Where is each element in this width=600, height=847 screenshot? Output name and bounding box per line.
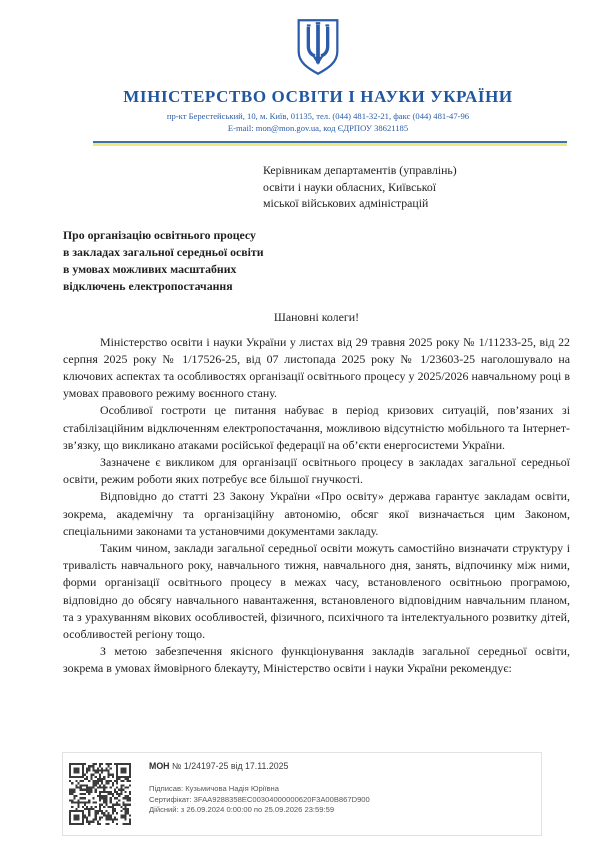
body-paragraph: Таким чином, заклади загальної середньої освіти можуть самостійно визначати структуру і тривалість навчального року, навчального тижня, навчального дня, занять, відпочинку між ними, форми організації освітнього процесу в межах часу, встановленого освітньою програмою, відповідно до обсягу навчального навантаження, встановленого відповідним навчальним планом, та з урахуванням вікових особливостей, фізичного, психічного та інтелектуального розвитку дітей, особливостей регіону тощо.: [63, 540, 570, 641]
stamp-org-abbr: МОН: [149, 761, 170, 771]
letter-body: [63, 334, 570, 678]
stamp-text-block: [149, 761, 370, 816]
stamp-number-text: № 1/24197-25 від 17.11.2025: [171, 761, 289, 771]
subject-block: Про організацію освітнього процесу в закладах загальної середньої освіти в умовах можливих масштабних відключень електропостачання: [63, 227, 264, 293]
stamp-certificate-line: Сертифікат: 3FAA9288358EC00304000000620F3A00B867D900: [149, 794, 370, 804]
ministry-name: МІНІСТЕРСТВО ОСВІТИ І НАУКИ УКРАЇНИ: [123, 87, 513, 106]
recipient-block: Керівникам департаментів (управлінь) освіти і науки обласних, Київської міської військових адміністрацій: [263, 163, 457, 210]
flag-divider-yellow: [93, 143, 567, 146]
ministry-address-line: пр-кт Берестейський, 10, м. Київ, 01135, тел. (044) 481-32-21, факс (044) 481-47-96: [166, 111, 470, 121]
body-paragraph: Особливої гостроти це питання набуває в період кризових ситуацій, пов’язаних зі стабілізаційним відключенням електропостачання, можливою відсутністю мобільного та Інтернет-зв’язку, що викликано атаками російської федерації на об’єкти енергосистеми України.: [63, 403, 570, 452]
flag-divider: [93, 141, 567, 146]
ministry-email-line: E-mail: mon@mon.gov.ua, код ЄДРПОУ 38621185: [227, 122, 409, 133]
stamp-details: [149, 784, 370, 816]
body-paragraph: Міністерство освіти і науки України у листах від 29 травня 2025 року № 1/11233-25, від 22 серпня 2025 року № 1/17526-25, від 07 листопада 2025 року № 1/23603-25 наголошувало на ключових аспектах та особливостях організації освітнього процесу у 2025/2026 навчальному році в умовах правового режиму воєнного стану.: [63, 334, 570, 401]
ukraine-trident-emblem-icon: [295, 18, 341, 76]
body-paragraph: Зазначене є викликом для організації освітнього процесу в закладах загальної середньої освіти, режим роботи яких потребує все більшої гнучкості.: [63, 454, 570, 487]
stamp-doc-number: [149, 761, 370, 771]
body-paragraph: З метою забезпечення якісного функціонування закладів загальної середньої освіти, зокрема в умовах ймовірного блекауту, Міністерство освіти і науки України рекомендує:: [63, 644, 570, 676]
body-paragraph: Відповідно до статті 23 Закону України «Про освіту» держава гарантує закладам освіти, зокрема, академічну та організаційну автономію, обсяг якої визначається цим Законом, спеціальними законами та установчими документами закладу.: [63, 489, 570, 538]
stamp-signer-line: Підписав: Кузьмичова Надія Юріївна: [149, 784, 279, 793]
ministry-contacts: [18, 111, 600, 134]
digital-signature-stamp: [62, 752, 542, 836]
letterhead: [18, 0, 600, 134]
qr-code-icon: [69, 763, 131, 825]
stamp-validity-line: Дійсний: з 26.09.2024 0:00:00 по 25.09.2026 23:59:59: [149, 805, 335, 815]
salutation: Шановні колеги!: [273, 309, 360, 324]
